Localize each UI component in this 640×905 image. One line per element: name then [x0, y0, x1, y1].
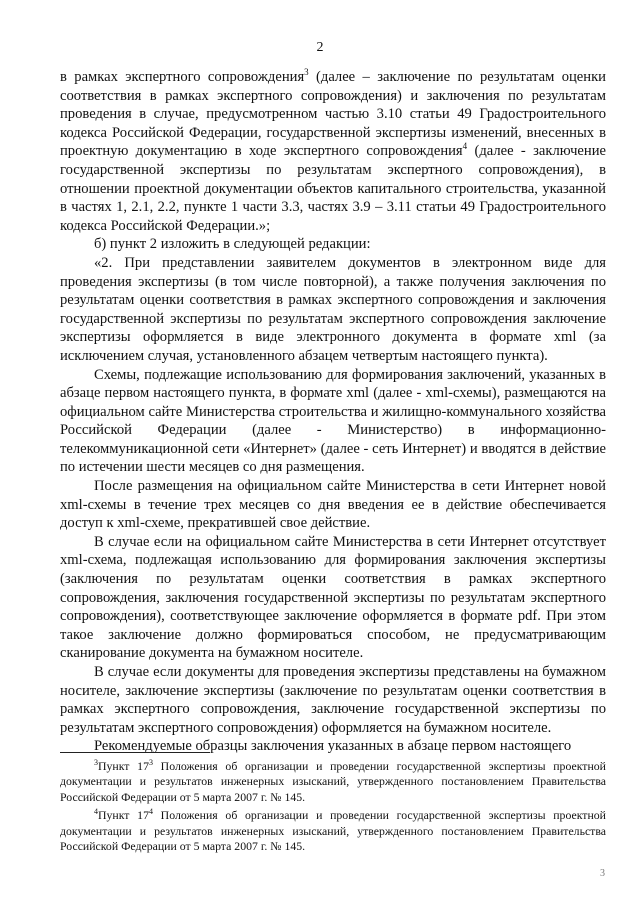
footnote-ref-3: 3	[304, 67, 309, 78]
paragraph-4: Схемы, подлежащие использованию для формирования заключений, указанных в абзаце первом настоящего пункта, в формате xml (далее - xml-схемы), размещаются на официальном сайте Министерства строительства и жилищно-коммунального хозяйства Российской Федерации (далее - Министерство) в информационно-телекоммуникационной сети «Интернет» (далее - сеть Интернет) и вводятся в действие по истечении шести месяцев со дня размещения.	[60, 366, 606, 476]
footnotes	[60, 759, 606, 857]
footnote-text: Положения об организации и проведении государственной экспертизы проектной документации и результатов инженерных изысканий, утвержденного постановлением Правительства Российской Федерации от 5 марта 2007 г. № 145.	[60, 808, 606, 854]
footnote-sup: 4	[148, 807, 153, 817]
paragraph-7: В случае если документы для проведения экспертизы представлены на бумажном носителе, заключение экспертизы (заключение по результатам оценки соответствия в рамках экспертного сопровождения, заключение государственной экспертизы по результатам экспертного сопровождения) оформляется на бумажном носителе.	[60, 664, 606, 736]
page-mark: 3	[600, 868, 605, 879]
footnote-4	[60, 808, 606, 854]
footnote-ref-4: 4	[462, 141, 468, 152]
footnote-marker: 4	[94, 807, 98, 817]
paragraph-text: в рамках экспертного сопровождения	[60, 69, 305, 85]
paragraph-8: Рекомендуемые образцы заключения указанных в абзаце первом настоящего	[94, 738, 572, 755]
footnote-divider	[60, 752, 210, 753]
paragraph-text: (далее – заключение по результатам оценки соответствия в рамках экспертного сопровождения) и заключения по результатам проведения в случае, предусмотренном частью 3.10 статьи 49 Градостроительного кодекса Российской Федерации, государственной экспертизы изменений, внесенных в проектную документацию в ходе экспертного сопровождения	[60, 69, 606, 160]
paragraph-2: б) пункт 2 изложить в следующей редакции:	[94, 236, 371, 253]
document-body	[60, 68, 606, 756]
footnote-text: Пункт 17	[98, 808, 149, 823]
footnote-text: Пункт 17	[98, 759, 149, 773]
paragraph-text: (далее - заключение государственной экспертизы по результатам экспертного сопровождения), в отношении проектной документации объектов капитального строительства, указанной в частях 1, 2.1, 2.2, пункте 1 части 3.3, частях 3.9 – 3.11 статьи 49 Градостроительного кодекса Российской Федерации.»;	[60, 143, 606, 234]
paragraph-1	[60, 68, 606, 235]
paragraph-5: После размещения на официальном сайте Министерства в сети Интернет новой xml-схемы в течение трех месяцев со дня введения ее в действие обеспечивается доступ к xml-схеме, прекратившей свое действие.	[60, 478, 606, 532]
footnote-marker: 3	[94, 758, 98, 768]
footnote-3	[60, 759, 606, 805]
footnote-sup: 3	[148, 758, 153, 768]
page-number: 2	[316, 40, 324, 55]
paragraph-3: «2. При представлении заявителем документов в электронном виде для проведения экспертизы (в том числе повторной), а также получения заключения по результатам оценки соответствия в рамках экспертного сопровождения и заключения государственной экспертизы по результатам экспертного сопровождения заключение экспертизы оформляется в виде электронного документа в формате xml (за исключением случая, установленного абзацем четвертым настоящего пункта).	[60, 254, 606, 364]
paragraph-6: В случае если на официальном сайте Министерства в сети Интернет отсутствует xml-схема, подлежащая использованию для формирования заключения экспертизы (заключения по результатам оценки соответствия в рамках экспертного сопровождения, заключения государственной экспертизы по результатам экспертного сопровождения), соответствующее заключение оформляется в формате pdf. При этом такое заключение должно формироваться способом, не предусматривающим сканирование документа на бумажном носителе.	[60, 533, 606, 662]
footnote-text: Положения об организации и проведении государственной экспертизы проектной документации и результатов инженерных изысканий, утвержденного постановлением Правительства Российской Федерации от 5 марта 2007 г. № 145.	[60, 759, 606, 804]
